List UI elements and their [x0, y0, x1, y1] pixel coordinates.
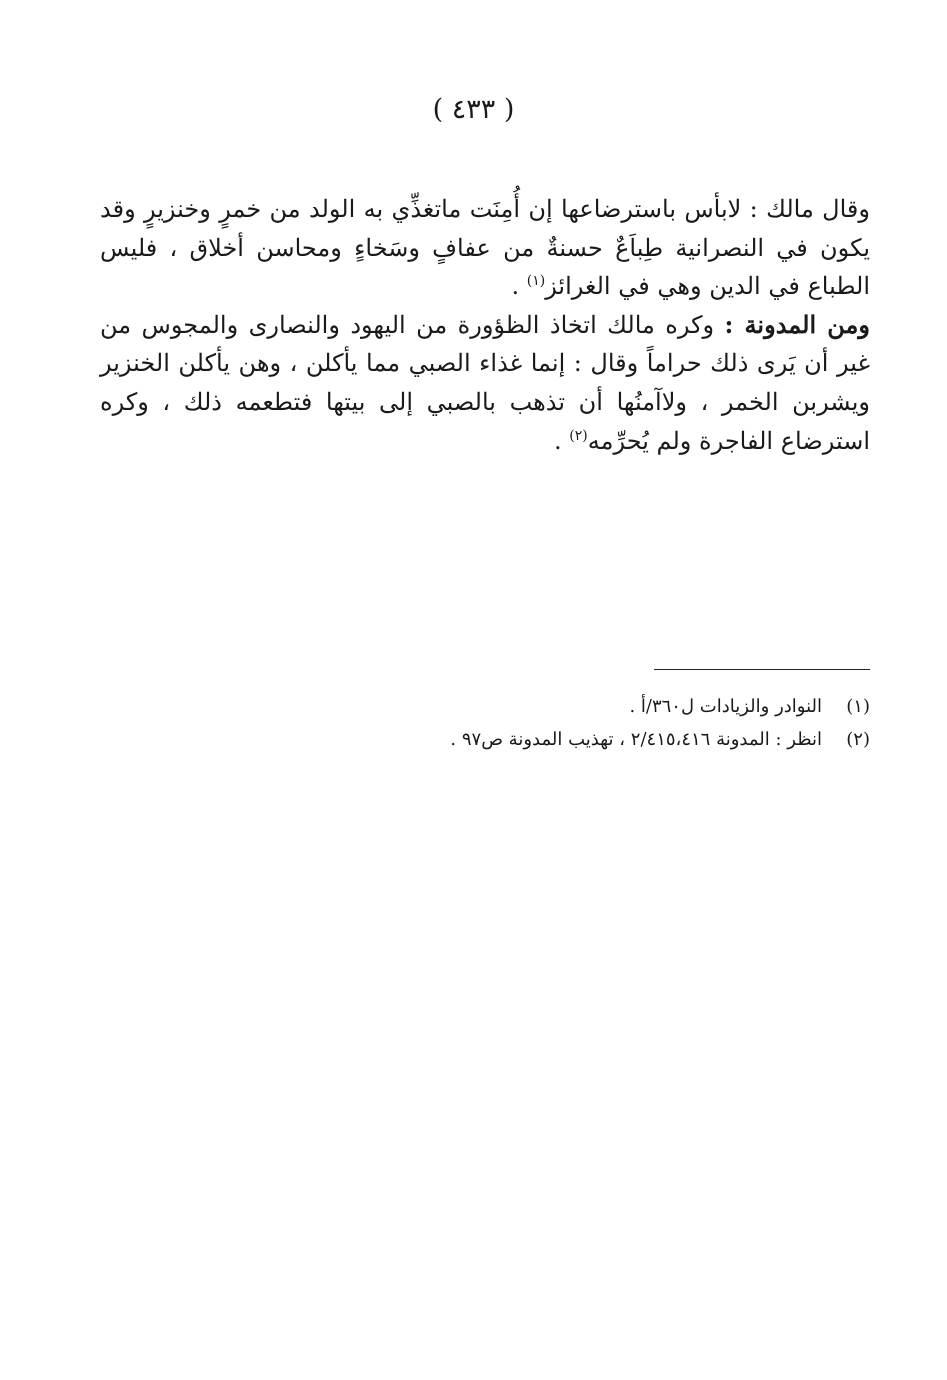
- paragraph-end: .: [554, 426, 570, 455]
- paragraph-text: وقال مالك : لابأس باسترضاعها إن أُمِنَت ماتغذِّي به الولد من خمرٍ وخنزيرٍ وقد يكون في النصرانية طِباَعٌ حسنةٌ من عفافٍ وسَخاءٍ ومحاسن أخلاق ، فليس الطباع في الدين وهي في الغرائز: [100, 195, 870, 301]
- footnote-1: [200, 690, 870, 723]
- footnote-number: (٢): [846, 729, 870, 750]
- page-number: ( ٤٣٣ ): [432, 94, 515, 125]
- footnote-ref-1: (١): [526, 273, 546, 290]
- footnote-text: النوادر والزيادات ل٣٦٠/أ .: [629, 696, 822, 717]
- paragraph-end: .: [511, 272, 527, 301]
- footnote-text: انظر : المدونة ٢/٤١٥،٤١٦ ، تهذيب المدونة ص٩٧ .: [450, 729, 822, 750]
- footnote-number: (١): [846, 696, 870, 717]
- footnote-ref-2: (٢): [569, 427, 588, 444]
- paragraph-mudawwana: [100, 306, 870, 460]
- footnote-2: [200, 723, 870, 756]
- footnotes: [200, 690, 870, 756]
- main-text: [100, 190, 870, 460]
- paragraph-lead: ومن المدونة :: [724, 309, 871, 339]
- footnote-divider: [654, 669, 870, 670]
- paragraph-text: وكره مالك اتخاذ الظؤورة من اليهود والنصارى والمجوس من غير أن يَرى ذلك حراماً وقال : إنما غذاء الصبي مما يأكلن ، وهن يأكلن الخنزير ويشربن الخمر ، ولاآمنُها أن تذهب بالصبي إلى بيتها فتطعمه ذلك ، وكره استرضاع الفاجرة ولم يُحرِّمه: [100, 310, 870, 455]
- paragraph-malik-statement: [100, 190, 870, 306]
